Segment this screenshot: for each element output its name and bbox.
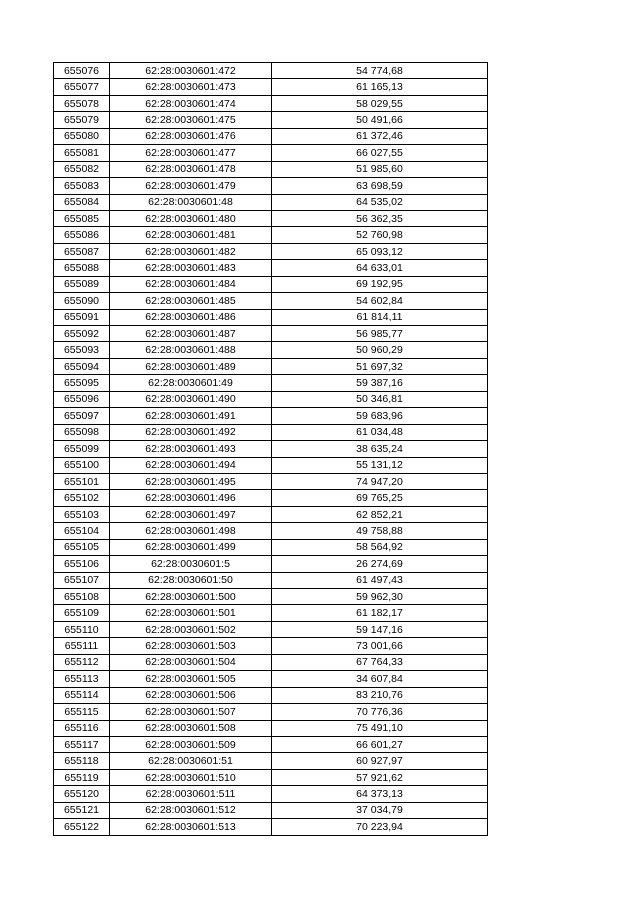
value-cell: 59 147,16: [272, 621, 488, 637]
cadastral-number-cell: 62:28:0030601:511: [110, 786, 272, 802]
value-cell: 63 698,59: [272, 178, 488, 194]
row-number-cell: 655081: [54, 145, 110, 161]
cadastral-number-cell: 62:28:0030601:509: [110, 736, 272, 752]
row-number-cell: 655113: [54, 671, 110, 687]
row-number-cell: 655122: [54, 819, 110, 835]
row-number-cell: 655078: [54, 95, 110, 111]
value-cell: 69 192,95: [272, 276, 488, 292]
cadastral-number-cell: 62:28:0030601:482: [110, 243, 272, 259]
cadastral-number-cell: 62:28:0030601:490: [110, 391, 272, 407]
table-row: [54, 523, 488, 539]
row-number-cell: 655104: [54, 523, 110, 539]
table-row: [54, 457, 488, 473]
row-number-cell: 655112: [54, 654, 110, 670]
row-number-cell: 655103: [54, 506, 110, 522]
table-row: [54, 227, 488, 243]
cadastral-number-cell: 62:28:0030601:507: [110, 704, 272, 720]
value-cell: 64 373,13: [272, 786, 488, 802]
table-row: [54, 309, 488, 325]
table-row: [54, 572, 488, 588]
table-row: [54, 720, 488, 736]
cadastral-number-cell: 62:28:0030601:479: [110, 178, 272, 194]
row-number-cell: 655076: [54, 63, 110, 79]
value-cell: 66 601,27: [272, 736, 488, 752]
cadastral-number-cell: 62:28:0030601:488: [110, 342, 272, 358]
value-cell: 34 607,84: [272, 671, 488, 687]
row-number-cell: 655092: [54, 326, 110, 342]
row-number-cell: 655117: [54, 736, 110, 752]
cadastral-number-cell: 62:28:0030601:504: [110, 654, 272, 670]
cadastral-number-cell: 62:28:0030601:475: [110, 112, 272, 128]
row-number-cell: 655106: [54, 556, 110, 572]
cadastral-number-cell: 62:28:0030601:498: [110, 523, 272, 539]
value-cell: 70 223,94: [272, 819, 488, 835]
cadastral-number-cell: 62:28:0030601:503: [110, 638, 272, 654]
table-row: [54, 79, 488, 95]
cadastral-number-cell: 62:28:0030601:473: [110, 79, 272, 95]
row-number-cell: 655091: [54, 309, 110, 325]
cadastral-number-cell: 62:28:0030601:480: [110, 210, 272, 226]
cadastral-number-cell: 62:28:0030601:486: [110, 309, 272, 325]
value-cell: 57 921,62: [272, 769, 488, 785]
cadastral-number-cell: 62:28:0030601:513: [110, 819, 272, 835]
table-row: [54, 342, 488, 358]
cadastral-number-cell: 62:28:0030601:512: [110, 802, 272, 818]
cadastral-number-cell: 62:28:0030601:487: [110, 326, 272, 342]
table-row: [54, 112, 488, 128]
table-row: [54, 63, 488, 79]
value-cell: 69 765,25: [272, 490, 488, 506]
table-row: [54, 539, 488, 555]
value-cell: 59 962,30: [272, 589, 488, 605]
row-number-cell: 655111: [54, 638, 110, 654]
value-cell: 51 697,32: [272, 358, 488, 374]
row-number-cell: 655083: [54, 178, 110, 194]
cadastral-number-cell: 62:28:0030601:474: [110, 95, 272, 111]
table-row: [54, 506, 488, 522]
table-row: [54, 276, 488, 292]
table-row: [54, 358, 488, 374]
table-row: [54, 605, 488, 621]
value-cell: 56 362,35: [272, 210, 488, 226]
row-number-cell: 655080: [54, 128, 110, 144]
row-number-cell: 655095: [54, 375, 110, 391]
cadastral-number-cell: 62:28:0030601:478: [110, 161, 272, 177]
cadastral-number-cell: 62:28:0030601:472: [110, 63, 272, 79]
row-number-cell: 655079: [54, 112, 110, 128]
row-number-cell: 655119: [54, 769, 110, 785]
value-cell: 75 491,10: [272, 720, 488, 736]
cadastral-number-cell: 62:28:0030601:489: [110, 358, 272, 374]
cadastral-number-cell: 62:28:0030601:508: [110, 720, 272, 736]
value-cell: 26 274,69: [272, 556, 488, 572]
value-cell: 66 027,55: [272, 145, 488, 161]
cadastral-number-cell: 62:28:0030601:483: [110, 260, 272, 276]
cadastral-number-cell: 62:28:0030601:510: [110, 769, 272, 785]
cadastral-number-cell: 62:28:0030601:493: [110, 441, 272, 457]
table-row: [54, 293, 488, 309]
cadastral-number-cell: 62:28:0030601:495: [110, 473, 272, 489]
table-row: [54, 802, 488, 818]
table-row: [54, 145, 488, 161]
value-cell: 56 985,77: [272, 326, 488, 342]
value-cell: 50 960,29: [272, 342, 488, 358]
table-row: [54, 490, 488, 506]
table-row: [54, 375, 488, 391]
row-number-cell: 655089: [54, 276, 110, 292]
value-cell: 61 165,13: [272, 79, 488, 95]
table-row: [54, 736, 488, 752]
row-number-cell: 655090: [54, 293, 110, 309]
cadastral-number-cell: 62:28:0030601:505: [110, 671, 272, 687]
table-row: [54, 441, 488, 457]
row-number-cell: 655097: [54, 408, 110, 424]
row-number-cell: 655102: [54, 490, 110, 506]
row-number-cell: 655093: [54, 342, 110, 358]
table-row: [54, 769, 488, 785]
value-cell: 50 346,81: [272, 391, 488, 407]
value-cell: 61 372,46: [272, 128, 488, 144]
cadastral-number-cell: 62:28:0030601:484: [110, 276, 272, 292]
row-number-cell: 655100: [54, 457, 110, 473]
table-row: [54, 473, 488, 489]
value-cell: 49 758,88: [272, 523, 488, 539]
table-row: [54, 753, 488, 769]
row-number-cell: 655096: [54, 391, 110, 407]
cadastral-value-table: [53, 62, 488, 836]
cadastral-number-cell: 62:28:0030601:500: [110, 589, 272, 605]
table-row: [54, 687, 488, 703]
cadastral-number-cell: 62:28:0030601:51: [110, 753, 272, 769]
value-cell: 59 683,96: [272, 408, 488, 424]
cadastral-number-cell: 62:28:0030601:497: [110, 506, 272, 522]
value-cell: 62 852,21: [272, 506, 488, 522]
row-number-cell: 655099: [54, 441, 110, 457]
table-row: [54, 408, 488, 424]
row-number-cell: 655094: [54, 358, 110, 374]
table-row: [54, 178, 488, 194]
value-cell: 83 210,76: [272, 687, 488, 703]
value-cell: 61 497,43: [272, 572, 488, 588]
cadastral-number-cell: 62:28:0030601:5: [110, 556, 272, 572]
row-number-cell: 655115: [54, 704, 110, 720]
cadastral-number-cell: 62:28:0030601:492: [110, 424, 272, 440]
table-row: [54, 556, 488, 572]
value-cell: 61 034,48: [272, 424, 488, 440]
value-cell: 37 034,79: [272, 802, 488, 818]
cadastral-number-cell: 62:28:0030601:499: [110, 539, 272, 555]
value-cell: 54 774,68: [272, 63, 488, 79]
row-number-cell: 655118: [54, 753, 110, 769]
value-cell: 50 491,66: [272, 112, 488, 128]
row-number-cell: 655086: [54, 227, 110, 243]
value-cell: 61 814,11: [272, 309, 488, 325]
table-row: [54, 161, 488, 177]
table-row: [54, 194, 488, 210]
table-row: [54, 260, 488, 276]
table-row: [54, 210, 488, 226]
table-row: [54, 243, 488, 259]
table-row: [54, 424, 488, 440]
cadastral-number-cell: 62:28:0030601:485: [110, 293, 272, 309]
value-cell: 55 131,12: [272, 457, 488, 473]
table-row: [54, 621, 488, 637]
table-row: [54, 95, 488, 111]
cadastral-number-cell: 62:28:0030601:506: [110, 687, 272, 703]
cadastral-number-cell: 62:28:0030601:477: [110, 145, 272, 161]
value-cell: 64 535,02: [272, 194, 488, 210]
cadastral-number-cell: 62:28:0030601:496: [110, 490, 272, 506]
value-cell: 54 602,84: [272, 293, 488, 309]
table-row: [54, 128, 488, 144]
table-row: [54, 391, 488, 407]
value-cell: 38 635,24: [272, 441, 488, 457]
row-number-cell: 655077: [54, 79, 110, 95]
table-row: [54, 589, 488, 605]
row-number-cell: 655098: [54, 424, 110, 440]
table-body: [54, 63, 488, 836]
row-number-cell: 655087: [54, 243, 110, 259]
value-cell: 59 387,16: [272, 375, 488, 391]
cadastral-number-cell: 62:28:0030601:494: [110, 457, 272, 473]
value-cell: 58 029,55: [272, 95, 488, 111]
value-cell: 73 001,66: [272, 638, 488, 654]
row-number-cell: 655082: [54, 161, 110, 177]
row-number-cell: 655085: [54, 210, 110, 226]
row-number-cell: 655109: [54, 605, 110, 621]
row-number-cell: 655110: [54, 621, 110, 637]
row-number-cell: 655116: [54, 720, 110, 736]
cadastral-number-cell: 62:28:0030601:491: [110, 408, 272, 424]
cadastral-number-cell: 62:28:0030601:481: [110, 227, 272, 243]
table-row: [54, 326, 488, 342]
cadastral-number-cell: 62:28:0030601:501: [110, 605, 272, 621]
row-number-cell: 655101: [54, 473, 110, 489]
row-number-cell: 655108: [54, 589, 110, 605]
row-number-cell: 655120: [54, 786, 110, 802]
table-row: [54, 819, 488, 835]
value-cell: 70 776,36: [272, 704, 488, 720]
row-number-cell: 655105: [54, 539, 110, 555]
row-number-cell: 655121: [54, 802, 110, 818]
cadastral-number-cell: 62:28:0030601:476: [110, 128, 272, 144]
cadastral-number-cell: 62:28:0030601:49: [110, 375, 272, 391]
row-number-cell: 655084: [54, 194, 110, 210]
value-cell: 61 182,17: [272, 605, 488, 621]
value-cell: 51 985,60: [272, 161, 488, 177]
value-cell: 67 764,33: [272, 654, 488, 670]
row-number-cell: 655107: [54, 572, 110, 588]
table-row: [54, 671, 488, 687]
table-row: [54, 638, 488, 654]
table-row: [54, 786, 488, 802]
value-cell: 60 927,97: [272, 753, 488, 769]
table-row: [54, 704, 488, 720]
value-cell: 64 633,01: [272, 260, 488, 276]
value-cell: 74 947,20: [272, 473, 488, 489]
value-cell: 52 760,98: [272, 227, 488, 243]
value-cell: 58 564,92: [272, 539, 488, 555]
cadastral-number-cell: 62:28:0030601:48: [110, 194, 272, 210]
value-cell: 65 093,12: [272, 243, 488, 259]
row-number-cell: 655114: [54, 687, 110, 703]
cadastral-number-cell: 62:28:0030601:50: [110, 572, 272, 588]
table-row: [54, 654, 488, 670]
cadastral-number-cell: 62:28:0030601:502: [110, 621, 272, 637]
row-number-cell: 655088: [54, 260, 110, 276]
